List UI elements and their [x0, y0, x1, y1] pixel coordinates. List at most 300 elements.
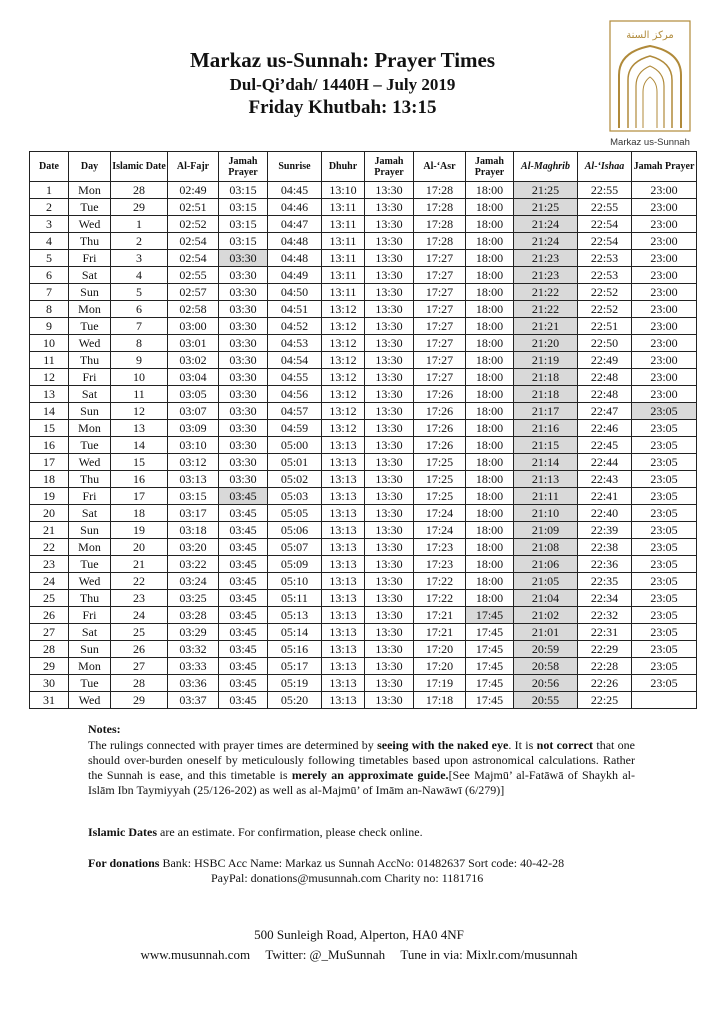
- table-row: [30, 352, 697, 369]
- notes-emphasis: seeing with the naked eye: [377, 738, 509, 752]
- notes-emphasis: merely an approximate guide.: [291, 768, 449, 782]
- table-cell: 03:33: [168, 658, 219, 675]
- table-cell: 03:45: [219, 641, 268, 658]
- table-cell: 05:14: [268, 624, 322, 641]
- table-cell: 21:24: [514, 216, 578, 233]
- table-cell: 03:09: [168, 420, 219, 437]
- table-body: [30, 182, 697, 709]
- table-cell: 27: [111, 658, 168, 675]
- table-cell: 29: [111, 199, 168, 216]
- table-cell: 17:28: [414, 233, 466, 250]
- table-cell: 21:14: [514, 454, 578, 471]
- table-cell: 13:12: [322, 318, 365, 335]
- table-cell: 04:52: [268, 318, 322, 335]
- table-cell: 21:09: [514, 522, 578, 539]
- table-cell: 03:13: [168, 471, 219, 488]
- table-cell: 17:24: [414, 505, 466, 522]
- table-cell: 13:13: [322, 692, 365, 709]
- table-cell: 17: [111, 488, 168, 505]
- table-cell: Tue: [69, 556, 111, 573]
- table-cell: 22:35: [578, 573, 632, 590]
- table-cell: 03:45: [219, 658, 268, 675]
- table-cell: 23:00: [632, 182, 697, 199]
- table-cell: 13:13: [322, 590, 365, 607]
- table-cell: 22:46: [578, 420, 632, 437]
- table-cell: Sun: [69, 284, 111, 301]
- table-cell: 17:23: [414, 539, 466, 556]
- table-cell: 15: [30, 420, 69, 437]
- table-cell: 13:30: [365, 250, 414, 267]
- table-cell: 23:00: [632, 216, 697, 233]
- table-cell: 05:02: [268, 471, 322, 488]
- table-cell: 17:20: [414, 641, 466, 658]
- table-cell: Tue: [69, 318, 111, 335]
- column-header: Al-‘Ishaa: [578, 152, 632, 182]
- table-cell: 17: [30, 454, 69, 471]
- table-cell: 23:05: [632, 539, 697, 556]
- table-cell: 1: [30, 182, 69, 199]
- table-cell: 13:11: [322, 199, 365, 216]
- table-cell: 23:05: [632, 624, 697, 641]
- table-cell: 6: [111, 301, 168, 318]
- table-cell: 17:28: [414, 216, 466, 233]
- table-cell: 04:47: [268, 216, 322, 233]
- table-cell: 13:30: [365, 216, 414, 233]
- table-cell: 21:18: [514, 369, 578, 386]
- table-cell: 17:27: [414, 369, 466, 386]
- table-cell: Mon: [69, 301, 111, 318]
- table-cell: 17:24: [414, 522, 466, 539]
- table-cell: 03:45: [219, 539, 268, 556]
- table-cell: 13:30: [365, 556, 414, 573]
- table-cell: 03:07: [168, 403, 219, 420]
- table-cell: 17:26: [414, 386, 466, 403]
- table-cell: 25: [111, 624, 168, 641]
- table-cell: 04:57: [268, 403, 322, 420]
- table-cell: 13:30: [365, 658, 414, 675]
- table-cell: 03:30: [219, 250, 268, 267]
- column-header: Day: [69, 152, 111, 182]
- table-cell: 02:52: [168, 216, 219, 233]
- table-cell: 13:13: [322, 607, 365, 624]
- table-row: [30, 641, 697, 658]
- table-cell: 5: [30, 250, 69, 267]
- table-cell: 03:30: [219, 301, 268, 318]
- table-cell: 13:30: [365, 641, 414, 658]
- column-header: Jamah Prayer: [365, 152, 414, 182]
- table-cell: Fri: [69, 607, 111, 624]
- table-cell: 02:58: [168, 301, 219, 318]
- table-cell: 17:27: [414, 284, 466, 301]
- table-cell: 13:30: [365, 471, 414, 488]
- notes-text: The rulings connected with prayer times are determined by: [88, 738, 378, 752]
- table-row: [30, 522, 697, 539]
- table-cell: 17:20: [414, 658, 466, 675]
- table-cell: 21:05: [514, 573, 578, 590]
- table-cell: 25: [30, 590, 69, 607]
- table-cell: 18:00: [466, 250, 514, 267]
- table-cell: 13:13: [322, 573, 365, 590]
- table-cell: 05:05: [268, 505, 322, 522]
- table-cell: 03:18: [168, 522, 219, 539]
- table-cell: 03:45: [219, 522, 268, 539]
- table-cell: Sat: [69, 505, 111, 522]
- table-cell: 28: [30, 641, 69, 658]
- column-header: Jamah Prayer: [219, 152, 268, 182]
- table-cell: 04:50: [268, 284, 322, 301]
- table-cell: 22:54: [578, 233, 632, 250]
- table-cell: 21: [30, 522, 69, 539]
- table-cell: 13:11: [322, 284, 365, 301]
- table-cell: 21:23: [514, 250, 578, 267]
- table-row: [30, 675, 697, 692]
- table-cell: 17:25: [414, 488, 466, 505]
- table-cell: 18:00: [466, 573, 514, 590]
- table-cell: 13:30: [365, 522, 414, 539]
- table-cell: 17:22: [414, 573, 466, 590]
- table-cell: 02:57: [168, 284, 219, 301]
- table-cell: 24: [30, 573, 69, 590]
- table-cell: 13:30: [365, 318, 414, 335]
- table-cell: 21:10: [514, 505, 578, 522]
- table-cell: 17:45: [466, 675, 514, 692]
- table-cell: 27: [30, 624, 69, 641]
- table-cell: 22:54: [578, 216, 632, 233]
- table-cell: 21:11: [514, 488, 578, 505]
- table-cell: 17:25: [414, 454, 466, 471]
- table-cell: 13:13: [322, 539, 365, 556]
- table-cell: 13:13: [322, 437, 365, 454]
- table-cell: 17:28: [414, 182, 466, 199]
- table-cell: 03:20: [168, 539, 219, 556]
- table-cell: 23:00: [632, 386, 697, 403]
- table-cell: 03:25: [168, 590, 219, 607]
- prayer-times-table: [29, 151, 697, 709]
- table-cell: 13:13: [322, 641, 365, 658]
- table-cell: 23: [111, 590, 168, 607]
- table-cell: 04:48: [268, 233, 322, 250]
- table-cell: 22:53: [578, 267, 632, 284]
- table-cell: 19: [30, 488, 69, 505]
- mixlr-link[interactable]: Tune in via: Mixlr.com/musunnah: [400, 947, 578, 962]
- table-cell: 17:21: [414, 624, 466, 641]
- table-cell: 18:00: [466, 437, 514, 454]
- table-cell: 17:21: [414, 607, 466, 624]
- table-cell: 22: [111, 573, 168, 590]
- table-cell: 13:30: [365, 284, 414, 301]
- table-cell: 03:45: [219, 590, 268, 607]
- table-cell: 17:45: [466, 658, 514, 675]
- table-cell: 13:11: [322, 267, 365, 284]
- column-header: Al-‘Asr: [414, 152, 466, 182]
- table-cell: 04:54: [268, 352, 322, 369]
- table-cell: 20:55: [514, 692, 578, 709]
- table-cell: 17:26: [414, 403, 466, 420]
- table-cell: 13:30: [365, 335, 414, 352]
- table-cell: 03:30: [219, 335, 268, 352]
- table-cell: 03:01: [168, 335, 219, 352]
- table-cell: Sun: [69, 522, 111, 539]
- table-cell: 02:55: [168, 267, 219, 284]
- table-cell: 22:55: [578, 199, 632, 216]
- table-cell: 13:30: [365, 607, 414, 624]
- column-header: Date: [30, 152, 69, 182]
- table-cell: 6: [30, 267, 69, 284]
- table-cell: 23:00: [632, 369, 697, 386]
- table-cell: 22:48: [578, 386, 632, 403]
- table-cell: 17:26: [414, 420, 466, 437]
- table-cell: 23:05: [632, 675, 697, 692]
- table-cell: 21:08: [514, 539, 578, 556]
- table-cell: 23:05: [632, 556, 697, 573]
- column-header: Sunrise: [268, 152, 322, 182]
- islamic-dates-label: Islamic Dates: [88, 825, 157, 839]
- islamic-dates-text: are an estimate. For confirmation, please check online.: [157, 825, 423, 839]
- table-cell: 23:00: [632, 199, 697, 216]
- table-cell: 22:49: [578, 352, 632, 369]
- table-cell: 04:55: [268, 369, 322, 386]
- table-row: [30, 216, 697, 233]
- table-cell: 22:26: [578, 675, 632, 692]
- table-cell: 18:00: [466, 369, 514, 386]
- table-cell: 13:13: [322, 556, 365, 573]
- table-cell: 22:28: [578, 658, 632, 675]
- table-cell: 13: [111, 420, 168, 437]
- table-cell: 05:17: [268, 658, 322, 675]
- table-cell: Sun: [69, 641, 111, 658]
- table-cell: 13:13: [322, 658, 365, 675]
- table-cell: 03:15: [219, 216, 268, 233]
- table-cell: 17:27: [414, 335, 466, 352]
- table-cell: 21:21: [514, 318, 578, 335]
- table-cell: 17:27: [414, 352, 466, 369]
- table-cell: 18:00: [466, 454, 514, 471]
- table-row: [30, 505, 697, 522]
- table-cell: 13:30: [365, 386, 414, 403]
- table-cell: Thu: [69, 233, 111, 250]
- table-cell: 22:53: [578, 250, 632, 267]
- table-cell: 02:51: [168, 199, 219, 216]
- table-cell: 23:00: [632, 352, 697, 369]
- table-cell: 23:00: [632, 301, 697, 318]
- table-cell: 10: [111, 369, 168, 386]
- table-cell: 23:00: [632, 267, 697, 284]
- table-cell: 23:05: [632, 607, 697, 624]
- table-cell: 13:30: [365, 624, 414, 641]
- notes-section: [88, 722, 635, 798]
- column-header: Jamah Prayer: [632, 152, 697, 182]
- page-title: Markaz us-Sunnah: Prayer Times: [189, 48, 496, 72]
- table-row: [30, 658, 697, 675]
- table-cell: 22:55: [578, 182, 632, 199]
- table-cell: 03:29: [168, 624, 219, 641]
- notes-emphasis: not correct: [536, 738, 594, 752]
- table-cell: 03:15: [168, 488, 219, 505]
- table-cell: 8: [111, 335, 168, 352]
- table-cell: 18:00: [466, 590, 514, 607]
- table-cell: 24: [111, 607, 168, 624]
- table-cell: 18:00: [466, 403, 514, 420]
- table-cell: 18:00: [466, 471, 514, 488]
- table-cell: 17:25: [414, 471, 466, 488]
- table-cell: 3: [111, 250, 168, 267]
- table-cell: 03:30: [219, 471, 268, 488]
- table-cell: 2: [30, 199, 69, 216]
- table-cell: 4: [30, 233, 69, 250]
- table-cell: 13:11: [322, 233, 365, 250]
- table-row: [30, 182, 697, 199]
- twitter-handle[interactable]: Twitter: @_MuSunnah: [265, 947, 386, 962]
- table-cell: Fri: [69, 250, 111, 267]
- column-header: Dhuhr: [322, 152, 365, 182]
- table-cell: 18:00: [466, 386, 514, 403]
- table-cell: 03:04: [168, 369, 219, 386]
- table-cell: 12: [30, 369, 69, 386]
- table-cell: 23:05: [632, 505, 697, 522]
- table-cell: 30: [30, 675, 69, 692]
- table-cell: 15: [111, 454, 168, 471]
- table-cell: 03:45: [219, 556, 268, 573]
- table-cell: 17:28: [414, 199, 466, 216]
- table-cell: 03:30: [219, 454, 268, 471]
- table-cell: Mon: [69, 658, 111, 675]
- table-cell: 23:00: [632, 284, 697, 301]
- table-cell: 03:45: [219, 488, 268, 505]
- table-cell: 03:24: [168, 573, 219, 590]
- table-cell: 23:05: [632, 403, 697, 420]
- table-cell: 03:00: [168, 318, 219, 335]
- table-cell: 13:12: [322, 335, 365, 352]
- table-cell: 8: [30, 301, 69, 318]
- table-cell: 02:54: [168, 250, 219, 267]
- table-cell: 20:59: [514, 641, 578, 658]
- table-cell: 03:30: [219, 267, 268, 284]
- khutbah-time: Friday Khutbah: 13:15: [248, 97, 437, 118]
- table-cell: 03:15: [219, 233, 268, 250]
- table-cell: 22:39: [578, 522, 632, 539]
- table-cell: 23:05: [632, 488, 697, 505]
- table-cell: Sat: [69, 267, 111, 284]
- table-cell: 18: [30, 471, 69, 488]
- table-row: [30, 233, 697, 250]
- table-row: [30, 267, 697, 284]
- table-cell: 13:13: [322, 471, 365, 488]
- table-cell: 22:45: [578, 437, 632, 454]
- table-cell: 5: [111, 284, 168, 301]
- table-cell: 11: [30, 352, 69, 369]
- table-cell: 21:24: [514, 233, 578, 250]
- table-cell: 05:11: [268, 590, 322, 607]
- table-cell: 18:00: [466, 488, 514, 505]
- table-row: [30, 199, 697, 216]
- website-link[interactable]: www.musunnah.com: [140, 947, 251, 962]
- table-cell: 22: [30, 539, 69, 556]
- mosque-arch-icon: [609, 20, 691, 132]
- table-cell: 19: [111, 522, 168, 539]
- table-row: [30, 556, 697, 573]
- table-row: [30, 284, 697, 301]
- table-cell: 21:19: [514, 352, 578, 369]
- table-row: [30, 607, 697, 624]
- table-cell: 9: [111, 352, 168, 369]
- table-cell: Mon: [69, 420, 111, 437]
- table-row: [30, 318, 697, 335]
- table-row: [30, 624, 697, 641]
- table-cell: 03:10: [168, 437, 219, 454]
- table-cell: 02:54: [168, 233, 219, 250]
- table-cell: 23:05: [632, 573, 697, 590]
- table-cell: 03:45: [219, 505, 268, 522]
- table-cell: 13:30: [365, 267, 414, 284]
- table-cell: Wed: [69, 216, 111, 233]
- bank-details: Bank: HSBC Acc Name: Markaz us Sunnah AccNo: 01482637 Sort code: 40-42-28: [159, 856, 565, 870]
- table-cell: 28: [111, 182, 168, 199]
- logo-arabic-text: مركز السنة: [626, 30, 674, 41]
- table-cell: 03:30: [219, 352, 268, 369]
- table-cell: 04:48: [268, 250, 322, 267]
- table-cell: 03:37: [168, 692, 219, 709]
- table-row: [30, 573, 697, 590]
- table-cell: 21:15: [514, 437, 578, 454]
- table-cell: 23:05: [632, 420, 697, 437]
- table-cell: 03:30: [219, 420, 268, 437]
- table-cell: 04:45: [268, 182, 322, 199]
- table-cell: 21:02: [514, 607, 578, 624]
- table-cell: 18: [111, 505, 168, 522]
- table-cell: 28: [111, 675, 168, 692]
- paypal-line: PayPal: donations@musunnah.com Charity no: 1181716: [211, 871, 484, 885]
- table-row: [30, 692, 697, 709]
- notes-heading: Notes:: [88, 722, 121, 736]
- table-cell: 13:30: [365, 488, 414, 505]
- table-cell: 22:50: [578, 335, 632, 352]
- table-cell: 18:00: [466, 301, 514, 318]
- table-cell: Thu: [69, 471, 111, 488]
- table-cell: 21:13: [514, 471, 578, 488]
- table-cell: 21:22: [514, 284, 578, 301]
- table-cell: 2: [111, 233, 168, 250]
- notes-paragraph: [88, 738, 635, 798]
- table-cell: 03:15: [219, 199, 268, 216]
- table-cell: 13:12: [322, 420, 365, 437]
- table-cell: 21:20: [514, 335, 578, 352]
- table-cell: 17:45: [466, 607, 514, 624]
- table-cell: 05:01: [268, 454, 322, 471]
- table-cell: 03:12: [168, 454, 219, 471]
- table-cell: 18:00: [466, 352, 514, 369]
- table-cell: Tue: [69, 199, 111, 216]
- table-cell: 18:00: [466, 182, 514, 199]
- table-cell: 21:25: [514, 182, 578, 199]
- table-cell: 23:00: [632, 318, 697, 335]
- table-cell: 13:30: [365, 573, 414, 590]
- table-cell: 20: [111, 539, 168, 556]
- table-cell: 23:05: [632, 590, 697, 607]
- table-cell: 18:00: [466, 335, 514, 352]
- column-header: Al-Fajr: [168, 152, 219, 182]
- table-cell: 22:29: [578, 641, 632, 658]
- table-cell: 03:45: [219, 692, 268, 709]
- table-cell: 18:00: [466, 318, 514, 335]
- table-cell: 3: [30, 216, 69, 233]
- table-cell: 9: [30, 318, 69, 335]
- table-cell: 05:19: [268, 675, 322, 692]
- table-cell: 04:53: [268, 335, 322, 352]
- table-cell: 17:27: [414, 250, 466, 267]
- table-cell: 13:10: [322, 182, 365, 199]
- address: 500 Sunleigh Road, Alperton, HA0 4NF: [254, 927, 464, 942]
- table-cell: 21:18: [514, 386, 578, 403]
